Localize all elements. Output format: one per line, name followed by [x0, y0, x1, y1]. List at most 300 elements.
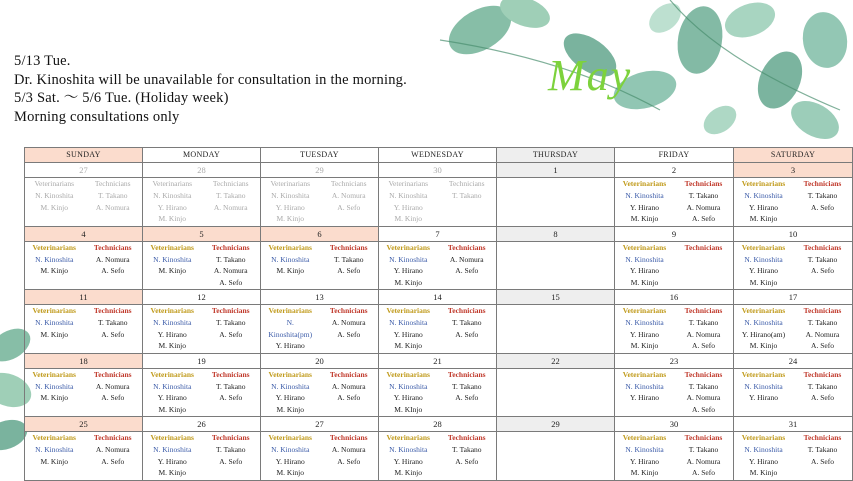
veterinarians-label: Veterinarians: [386, 242, 430, 252]
day-number: 28: [143, 163, 261, 178]
technician-name: A. Sefo: [811, 266, 834, 275]
notice-line: 5/13 Tue.: [14, 53, 71, 69]
veterinarian-list: [143, 381, 202, 416]
technician-name: T. Takano: [215, 445, 246, 454]
technicians-label: Technicians: [684, 369, 723, 379]
technician-name: A. Nomura: [213, 202, 248, 212]
technicians-label: Technicians: [94, 179, 131, 188]
day-number-row: [25, 290, 853, 305]
technicians-label: Technicians: [329, 369, 368, 379]
veterinarians-label: Veterinarians: [622, 433, 667, 442]
veterinarian-name: N. Kinoshita: [744, 254, 783, 264]
veterinarian-name: Y. Hirano: [393, 266, 423, 275]
veterinarian-list: [261, 190, 320, 225]
day-cell: [261, 241, 379, 290]
technicians-label: Technicians: [684, 306, 723, 315]
day-number: 2: [615, 163, 734, 178]
role-labels: [379, 178, 496, 190]
day-cell: [25, 241, 143, 290]
day-cell: [497, 178, 615, 227]
technician-list: [438, 381, 497, 416]
veterinarian-name: Kinoshita(pm): [268, 329, 313, 339]
staff-row: [25, 241, 853, 290]
technician-name: T. Takano: [215, 381, 246, 391]
veterinarian-name: M. Kinjo: [40, 329, 68, 339]
staff-row: [25, 432, 853, 481]
staff-list: [615, 317, 733, 353]
veterinarian-name: M. Kinjo: [40, 393, 68, 402]
technician-name: A. Sefo: [811, 456, 834, 466]
veterinarians-label: Veterinarians: [386, 369, 430, 379]
technician-name: A. Sefo: [692, 468, 715, 477]
technician-list: [202, 190, 261, 225]
technicians-label: Technicians: [211, 306, 250, 315]
role-labels: [379, 305, 496, 317]
staff-list: [143, 254, 260, 290]
technician-list: [84, 317, 143, 340]
technician-list: [674, 190, 733, 225]
veterinarians-label: Veterinarians: [386, 306, 430, 315]
veterinarian-list: [615, 444, 674, 479]
veterinarian-name: Y. Hirano: [393, 393, 423, 402]
veterinarian-list: [734, 444, 793, 479]
weekday-header: WEDNESDAY: [379, 148, 497, 163]
role-labels: [734, 305, 852, 317]
staff-list: [261, 381, 378, 417]
technician-name: T. Takano: [451, 381, 482, 391]
day-number: 29: [497, 417, 615, 432]
veterinarians-label: Veterinarians: [388, 179, 429, 188]
veterinarians-label: Veterinarians: [32, 242, 76, 252]
technicians-label: Technicians: [803, 369, 842, 379]
technician-list: [84, 190, 143, 213]
veterinarian-list: [261, 444, 320, 479]
veterinarian-name: N. Kinoshita: [744, 445, 783, 454]
day-cell: [143, 432, 261, 481]
technician-name: A. Nomura: [95, 381, 130, 391]
day-cell: [261, 368, 379, 417]
staff-list: [261, 190, 378, 226]
day-number-row: [25, 226, 853, 241]
veterinarian-list: [25, 444, 84, 467]
veterinarian-name: Y. Hirano: [629, 266, 660, 275]
role-labels: [734, 178, 852, 190]
month-title: May: [548, 51, 633, 100]
technicians-label: Technicians: [330, 179, 367, 188]
veterinarian-name: N. Kinoshita: [744, 191, 783, 200]
veterinarian-name: M. Kinjo: [158, 468, 186, 477]
veterinarians-label: Veterinarians: [622, 306, 667, 315]
technician-name: A. Nomura: [95, 445, 130, 454]
staff-list: [25, 444, 142, 468]
staff-list: [734, 381, 852, 405]
day-number: 15: [497, 290, 615, 305]
closed-day: [497, 178, 614, 214]
staff-list: [143, 444, 260, 480]
technician-list: [320, 317, 379, 352]
staff-list: [734, 254, 852, 290]
closed-day: [497, 242, 614, 278]
day-cell: [615, 368, 734, 417]
staff-list: [143, 190, 260, 226]
veterinarian-name: Y. Hirano: [748, 202, 779, 212]
veterinarian-list: [261, 381, 320, 416]
technician-name: A. Nomura: [686, 393, 721, 402]
day-number: 21: [379, 353, 497, 368]
staff-row: [25, 368, 853, 417]
veterinarian-list: [143, 444, 202, 479]
veterinarian-name: Y. Hirano: [748, 266, 779, 275]
veterinarian-name: N. Kinoshita: [35, 318, 74, 327]
veterinarian-name: M. Kinjo: [394, 341, 422, 350]
technician-name: T. Takano: [97, 191, 128, 200]
role-labels: [261, 432, 378, 444]
technician-name: T. Takano: [807, 254, 838, 264]
technicians-label: Technicians: [211, 242, 250, 252]
veterinarian-name: Y. Hirano: [275, 341, 305, 350]
technician-name: T. Takano: [451, 191, 482, 200]
technician-name: A. Nomura: [95, 202, 130, 212]
technician-name: T. Takano: [688, 318, 719, 327]
day-number: 19: [143, 353, 261, 368]
technician-name: A. Sefo: [219, 329, 243, 339]
veterinarian-name: Y. Hirano: [629, 456, 660, 466]
technician-name: A. Sefo: [455, 329, 479, 339]
technician-name: A. Sefo: [692, 341, 715, 350]
veterinarians-label: Veterinarians: [268, 433, 312, 442]
technician-name: A. Nomura: [331, 381, 366, 391]
veterinarian-list: [734, 381, 793, 404]
veterinarian-name: M. Kinjo: [749, 341, 778, 350]
veterinarian-name: Y. Hirano: [157, 393, 187, 402]
technician-name: T. Takano: [688, 191, 719, 200]
staff-list: [261, 317, 378, 353]
technicians-label: Technicians: [329, 433, 368, 442]
technicians-label: Technicians: [93, 306, 132, 315]
veterinarian-name: M. Kinjo: [158, 214, 186, 223]
role-labels: [261, 242, 378, 254]
veterinarian-list: [379, 444, 438, 479]
technician-name: A. Nomura: [686, 456, 721, 466]
veterinarian-name: Y. Hirano: [629, 202, 660, 212]
technician-name: A. Sefo: [692, 214, 715, 223]
weekday-header: SUNDAY: [25, 148, 143, 163]
veterinarian-name: Y. Hirano: [748, 393, 779, 402]
technician-name: A. Nomura: [686, 329, 721, 339]
day-cell: [734, 241, 853, 290]
weekday-header: THURSDAY: [497, 148, 615, 163]
technician-name: A. Sefo: [455, 393, 479, 402]
veterinarian-list: [615, 317, 674, 352]
technician-name: A. Nomura: [331, 318, 366, 327]
day-number: 24: [734, 353, 853, 368]
veterinarian-name: M. Kinjo: [394, 468, 422, 477]
day-number: 25: [25, 417, 143, 432]
technician-name: A. Sefo: [101, 329, 125, 339]
staff-list: [143, 317, 260, 353]
day-number: 11: [25, 290, 143, 305]
veterinarian-name: M. Kinjo: [40, 202, 68, 212]
technicians-label: Technicians: [448, 179, 485, 188]
staff-list: [143, 381, 260, 417]
day-number: 30: [615, 417, 734, 432]
role-labels: [615, 305, 733, 317]
role-labels: [261, 369, 378, 381]
veterinarian-name: N. Kinoshita: [744, 318, 783, 327]
day-cell: [734, 432, 853, 481]
staff-list: [379, 190, 496, 226]
day-cell: [497, 241, 615, 290]
technician-name: A. Nomura: [95, 254, 130, 264]
veterinarian-name: Y. Hirano: [275, 456, 305, 466]
veterinarian-name: N. Kinoshita: [35, 381, 74, 391]
staff-list: [379, 317, 496, 353]
staff-list: [261, 254, 378, 278]
technician-name: T. Takano: [215, 191, 246, 200]
veterinarian-name: M. Kinjo: [276, 404, 304, 414]
veterinarian-list: [734, 254, 793, 289]
technicians-label: Technicians: [329, 306, 368, 315]
veterinarian-list: [143, 190, 202, 225]
staff-list: [25, 254, 142, 278]
technician-list: [674, 381, 733, 416]
day-cell: [615, 241, 734, 290]
veterinarian-name: M. Kinjo: [158, 266, 186, 275]
veterinarian-name: N. Kinoshita: [744, 381, 783, 391]
technician-name: A. Sefo: [337, 456, 361, 466]
veterinarian-name: Y. Hirano: [393, 329, 423, 339]
veterinarian-list: [25, 190, 84, 213]
day-number: 18: [25, 353, 143, 368]
day-cell: [261, 178, 379, 227]
veterinarian-name: N.: [286, 318, 294, 327]
technicians-label: Technicians: [93, 433, 132, 442]
day-number: 10: [734, 226, 853, 241]
role-labels: [615, 432, 733, 444]
veterinarians-label: Veterinarians: [32, 433, 76, 442]
veterinarian-name: N. Kinoshita: [153, 191, 192, 200]
technicians-label: Technicians: [212, 179, 249, 188]
veterinarian-list: [615, 381, 674, 416]
technician-list: [674, 254, 733, 289]
veterinarian-name: M. Kinjo: [394, 277, 422, 287]
veterinarian-name: Y. Hirano(am): [741, 329, 786, 339]
veterinarian-name: N. Kinoshita: [625, 191, 664, 200]
veterinarian-list: [734, 317, 793, 352]
veterinarian-name: M. Kinjo: [749, 214, 778, 223]
day-cell: [379, 241, 497, 290]
veterinarian-name: M. KInjo: [394, 404, 423, 414]
technician-list: [202, 444, 261, 479]
staff-list: [379, 254, 496, 290]
veterinarian-name: M. Kinjo: [630, 468, 659, 477]
technician-name: T. Takano: [333, 254, 364, 264]
role-labels: [734, 242, 852, 254]
technicians-label: Technicians: [447, 369, 486, 379]
technicians-label: Technicians: [803, 179, 842, 188]
veterinarian-name: M. Kinjo: [158, 404, 186, 414]
role-labels: [734, 432, 852, 444]
technician-list: [438, 317, 497, 352]
technician-name: A. Nomura: [213, 266, 248, 275]
veterinarian-name: Y. Hirano: [157, 329, 187, 339]
veterinarian-list: [734, 190, 793, 225]
technician-list: [674, 444, 733, 479]
day-cell: [615, 178, 734, 227]
day-number: 23: [615, 353, 734, 368]
veterinarian-name: N. Kinoshita: [153, 445, 192, 454]
technician-name: A. Sefo: [101, 266, 125, 275]
closed-day: [497, 432, 614, 468]
day-number: 30: [379, 163, 497, 178]
veterinarians-label: Veterinarians: [270, 179, 311, 188]
day-number: 29: [261, 163, 379, 178]
technician-list: [793, 381, 852, 404]
day-number-row: [25, 163, 853, 178]
weekday-header: SATURDAY: [734, 148, 853, 163]
technician-name: A. Nomura: [686, 202, 721, 212]
role-labels: [25, 369, 142, 381]
technician-name: A. Sefo: [337, 202, 361, 212]
day-cell: [734, 305, 853, 354]
technician-list: [438, 190, 497, 225]
veterinarian-name: N. Kinoshita: [271, 445, 310, 454]
weekday-header: TUESDAY: [261, 148, 379, 163]
day-number: 3: [734, 163, 853, 178]
day-number: 9: [615, 226, 734, 241]
veterinarian-name: N. Kinoshita: [625, 381, 664, 391]
veterinarians-label: Veterinarians: [150, 369, 194, 379]
staff-list: [734, 317, 852, 353]
technicians-label: Technicians: [93, 369, 132, 379]
staff-list: [261, 444, 378, 480]
veterinarians-label: Veterinarians: [32, 306, 76, 315]
day-cell: [25, 305, 143, 354]
veterinarian-name: M. Kinjo: [630, 341, 659, 350]
day-cell: [497, 432, 615, 481]
staff-list: [25, 190, 142, 214]
day-number: 31: [734, 417, 853, 432]
day-number: 14: [379, 290, 497, 305]
veterinarian-list: [25, 381, 84, 404]
day-cell: [143, 178, 261, 227]
veterinarian-name: Y. Hirano: [157, 202, 187, 212]
role-labels: [379, 432, 496, 444]
day-cell: [615, 305, 734, 354]
veterinarian-list: [379, 381, 438, 416]
role-labels: [734, 369, 852, 381]
day-number: 4: [25, 226, 143, 241]
technician-name: A. Sefo: [455, 266, 479, 275]
veterinarians-label: Veterinarians: [268, 242, 312, 252]
veterinarians-label: Veterinarians: [386, 433, 430, 442]
staff-row: [25, 178, 853, 227]
technician-name: A. Sefo: [692, 404, 715, 414]
technician-name: T. Takano: [807, 381, 838, 391]
technician-name: T. Takano: [451, 318, 482, 327]
veterinarian-name: N. Kinoshita: [271, 254, 310, 264]
role-labels: [25, 432, 142, 444]
technician-list: [674, 317, 733, 352]
technician-list: [320, 444, 379, 479]
veterinarians-label: Veterinarians: [741, 306, 786, 315]
technician-name: T. Takano: [97, 318, 128, 327]
veterinarian-name: M. Kinjo: [40, 266, 68, 275]
veterinarian-name: Y. Hirano: [275, 202, 305, 212]
day-number: 28: [379, 417, 497, 432]
day-number: 5: [143, 226, 261, 241]
technician-name: A. Sefo: [337, 329, 361, 339]
staff-list: [734, 190, 852, 226]
staff-list: [379, 381, 496, 417]
veterinarian-name: N. Kinoshita: [153, 318, 192, 327]
veterinarian-list: [615, 254, 674, 289]
technician-list: [793, 190, 852, 225]
veterinarian-name: N. Kinoshita: [389, 381, 428, 391]
veterinarians-label: Veterinarians: [32, 369, 76, 379]
staff-list: [615, 190, 733, 226]
veterinarian-name: Y. Hirano: [748, 456, 779, 466]
veterinarian-name: N. Kinoshita: [35, 254, 74, 264]
day-number: 26: [143, 417, 261, 432]
day-cell: [734, 368, 853, 417]
veterinarian-name: Y. Hirano: [393, 202, 423, 212]
technician-name: T. Takano: [807, 318, 838, 327]
technician-list: [438, 444, 497, 479]
day-number: 27: [261, 417, 379, 432]
technician-name: A. Sefo: [811, 341, 834, 350]
role-labels: [25, 178, 142, 190]
technician-name: T. Takano: [688, 381, 719, 391]
technician-name: A. Nomura: [805, 329, 840, 339]
day-number-row: [25, 353, 853, 368]
day-cell: [25, 178, 143, 227]
veterinarian-name: N. Kinoshita: [271, 191, 310, 200]
technician-name: A. Sefo: [811, 393, 834, 402]
veterinarians-label: Veterinarians: [34, 179, 75, 188]
veterinarians-label: Veterinarians: [152, 179, 193, 188]
veterinarians-label: Veterinarians: [150, 242, 194, 252]
role-labels: [379, 369, 496, 381]
day-cell: [143, 368, 261, 417]
day-number: 17: [734, 290, 853, 305]
technician-list: [320, 381, 379, 416]
technicians-label: Technicians: [447, 433, 486, 442]
day-number: 6: [261, 226, 379, 241]
technicians-label: Technicians: [803, 306, 842, 315]
veterinarians-label: Veterinarians: [741, 179, 786, 188]
technicians-label: Technicians: [684, 179, 723, 188]
veterinarians-label: Veterinarians: [622, 369, 667, 379]
veterinarian-list: [379, 190, 438, 225]
staff-list: [25, 317, 142, 341]
veterinarian-name: N. Kinoshita: [153, 254, 192, 264]
veterinarian-list: [143, 254, 202, 289]
schedule-calendar: [24, 147, 853, 481]
technician-name: T. Takano: [688, 445, 719, 454]
technician-list: [84, 444, 143, 467]
day-number: 16: [615, 290, 734, 305]
day-cell: [25, 432, 143, 481]
staff-list: [379, 444, 496, 480]
veterinarian-name: N. Kinoshita: [271, 381, 310, 391]
notice-line: Dr. Kinoshita will be unavailable for consultation in the morning.: [14, 71, 407, 88]
staff-list: [734, 444, 852, 480]
day-cell: [25, 368, 143, 417]
day-number: 1: [497, 163, 615, 178]
weekday-header: MONDAY: [143, 148, 261, 163]
veterinarian-list: [379, 254, 438, 289]
